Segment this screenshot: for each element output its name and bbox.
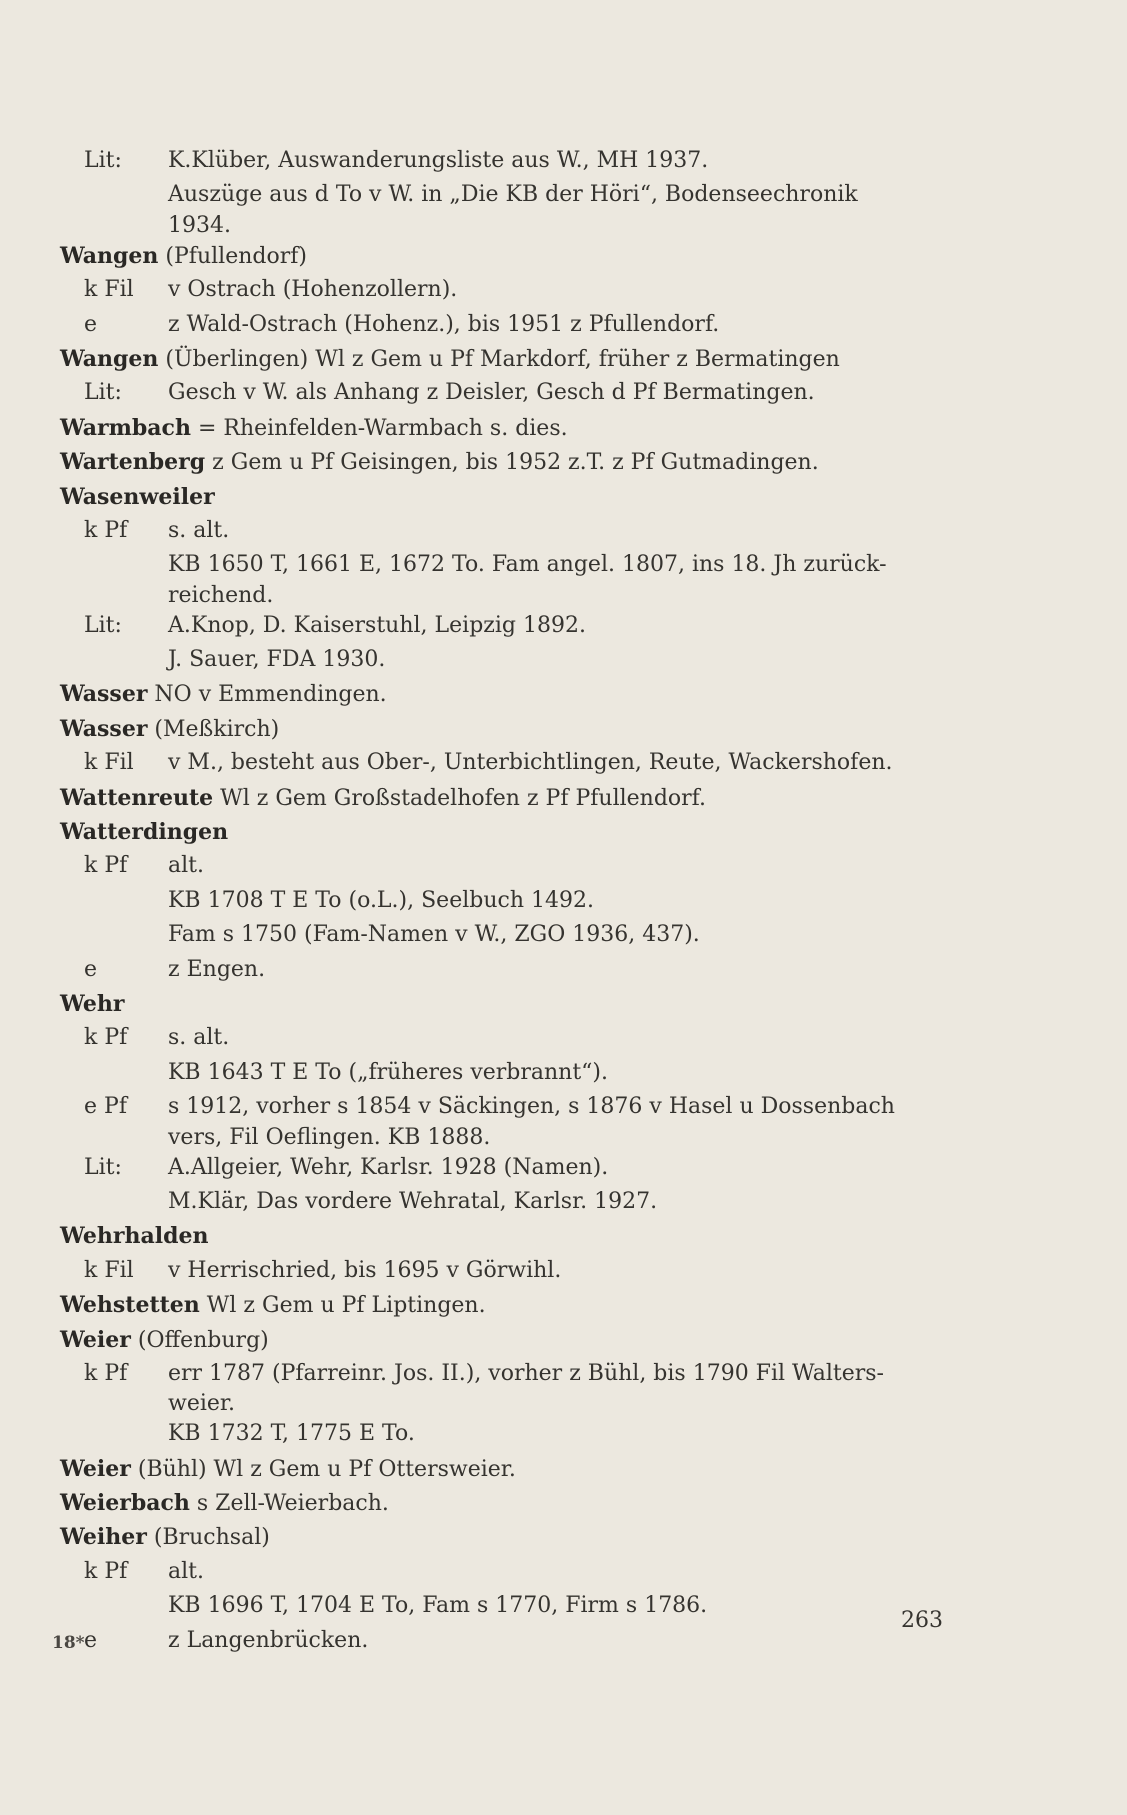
entry-text: 1934. (168, 212, 231, 238)
entry-text: KB 1643 T E To („früheres verbrannt“). (168, 1059, 608, 1085)
entry-text: v Herrischried, bis 1695 v Görwihl. (168, 1257, 562, 1283)
entry-text: KB 1696 T, 1704 E To, Fam s 1770, Firm s 1786. (168, 1593, 708, 1619)
entry-label: Lit: (84, 380, 122, 406)
entry-label: k Pf (84, 1360, 128, 1386)
entry-text: (Offenburg) (137, 1327, 269, 1353)
entry-text: s. alt. (168, 517, 230, 543)
entry-heading-line (60, 1452, 1070, 1486)
entry-text: alt. (168, 853, 204, 879)
entry-text: KB 1732 T, 1775 E To. (168, 1421, 415, 1447)
entry-label: e (84, 1627, 98, 1653)
place-name: Wasenweiler (60, 483, 215, 510)
entry-text: z Langenbrücken. (168, 1627, 369, 1653)
entry-heading-line (60, 1288, 1070, 1322)
entry-label: e (84, 956, 98, 982)
entry-label: k Pf (84, 1025, 128, 1051)
place-name: Wehrhalden (60, 1223, 209, 1250)
entry-heading-line (60, 342, 1070, 376)
entry-continuation-line (60, 918, 1070, 952)
entry-labeled-line (60, 273, 1070, 307)
place-name: Weier (60, 1326, 131, 1353)
entry-labeled-line (60, 1357, 1070, 1391)
place-name: Wehstetten (60, 1292, 200, 1319)
entry-continuation-line (60, 1056, 1070, 1090)
entry-continuation-line (60, 213, 1070, 239)
entry-text: Fam s 1750 (Fam-Namen v W., ZGO 1936, 437). (168, 922, 700, 948)
entry-labeled-line (60, 1254, 1070, 1288)
entry-label: k Fil (84, 277, 134, 303)
entry-text: alt. (168, 1558, 204, 1584)
entry-text: Wl z Gem Großstadelhofen z Pf Pfullendorf. (220, 785, 707, 811)
entry-label: e (84, 311, 98, 337)
entry-heading-line (60, 411, 1070, 445)
entry-heading-line (60, 1486, 1070, 1520)
entry-label: k Pf (84, 1558, 128, 1584)
entry-text: s Zell-Weierbach. (196, 1491, 389, 1517)
place-name: Wehr (60, 990, 125, 1017)
entry-label: k Pf (84, 517, 128, 543)
entry-text: A.Allgeier, Wehr, Karlsr. 1928 (Namen). (168, 1154, 609, 1180)
entry-labeled-line (60, 953, 1070, 987)
place-name: Wangen (60, 345, 159, 372)
entry-heading-line (60, 1219, 1070, 1253)
entry-label: Lit: (84, 148, 122, 173)
entry-labeled-line (60, 144, 1070, 178)
entry-heading-line (60, 480, 1070, 514)
entry-continuation-line (60, 1185, 1070, 1219)
entry-text: Gesch v W. als Anhang z Deisler, Gesch d Pf Bermatingen. (168, 380, 815, 406)
entry-text: (Bruchsal) (153, 1525, 270, 1551)
entry-heading-line (60, 712, 1070, 746)
entry-heading-line (60, 445, 1070, 479)
entry-text: v Ostrach (Hohenzollern). (168, 277, 458, 303)
entry-continuation-line (60, 178, 1070, 212)
entry-label: Lit: (84, 1154, 122, 1180)
entry-text: = Rheinfelden-Warmbach s. dies. (197, 415, 568, 441)
entry-heading-line (60, 677, 1070, 711)
entry-text: (Pfullendorf) (165, 243, 307, 269)
entry-continuation-line (60, 1417, 1070, 1451)
entry-text: z Gem u Pf Geisingen, bis 1952 z.T. z Pf Gutmadingen. (212, 450, 819, 476)
entry-text: A.Knop, D. Kaiserstuhl, Leipzig 1892. (168, 612, 586, 638)
entry-continuation-line (60, 583, 1070, 609)
entry-text: Wl z Gem u Pf Liptingen. (206, 1293, 486, 1319)
entry-text: K.Klüber, Auswanderungsliste aus W., MH 1937. (168, 148, 709, 173)
place-name: Weiher (60, 1524, 147, 1551)
entry-continuation-line (60, 1391, 1070, 1417)
sheet-signature: 18* (52, 1633, 85, 1653)
place-name: Warmbach (60, 414, 191, 441)
entry-labeled-line (60, 376, 1070, 410)
entry-text: (Überlingen) Wl z Gem u Pf Markdorf, früher z Bermatingen (165, 346, 840, 372)
place-name: Wasser (60, 681, 148, 708)
entry-text: v M., besteht aus Ober-, Unterbichtlingen, Reute, Wackershofen. (168, 750, 893, 776)
entry-text: (Bühl) Wl z Gem u Pf Ottersweier. (137, 1456, 516, 1482)
entry-text: z Wald-Ostrach (Hohenz.), bis 1951 z Pfullendorf. (168, 311, 720, 337)
page-number: 263 (901, 1608, 943, 1633)
place-name: Weier (60, 1455, 131, 1482)
entry-text: (Meßkirch) (154, 716, 280, 742)
entry-labeled-line (60, 609, 1070, 643)
entry-continuation-line (60, 1125, 1070, 1151)
entry-heading-line (60, 239, 1070, 273)
entry-text: weier. (168, 1391, 235, 1417)
entry-heading-line (60, 1323, 1070, 1357)
entry-continuation-line (60, 643, 1070, 677)
entry-labeled-line (60, 514, 1070, 548)
place-name: Weierbach (60, 1490, 190, 1517)
place-name: Wattenreute (60, 784, 214, 811)
entry-labeled-line (60, 1555, 1070, 1589)
place-name: Wartenberg (60, 449, 206, 476)
entry-label: k Pf (84, 853, 128, 879)
entry-text: vers, Fil Oeflingen. KB 1888. (168, 1124, 491, 1150)
entry-labeled-line (60, 849, 1070, 883)
entry-labeled-line (60, 1090, 1070, 1124)
entry-text: KB 1650 T, 1661 E, 1672 To. Fam angel. 1807, ins 18. Jh zurück- (168, 552, 887, 578)
entry-continuation-line (60, 884, 1070, 918)
entry-label: k Fil (84, 750, 134, 776)
entry-text: s. alt. (168, 1025, 230, 1051)
entry-labeled-line (60, 746, 1070, 780)
entry-labeled-line (60, 308, 1070, 342)
entry-labeled-line (60, 1151, 1070, 1185)
entry-list (60, 144, 1070, 1658)
entry-labeled-line (60, 1021, 1070, 1055)
entry-text: z Engen. (168, 956, 266, 982)
entry-text: J. Sauer, FDA 1930. (168, 647, 386, 673)
entry-heading-line (60, 1520, 1070, 1554)
entry-text: reichend. (168, 582, 274, 608)
entry-heading-line (60, 781, 1070, 815)
entry-text: M.Klär, Das vordere Wehratal, Karlsr. 1927. (168, 1188, 658, 1214)
entry-label: k Fil (84, 1257, 134, 1283)
entry-heading-line (60, 815, 1070, 849)
place-name: Wasser (60, 715, 148, 742)
entry-heading-line (60, 987, 1070, 1021)
entry-text: KB 1708 T E To (o.L.), Seelbuch 1492. (168, 887, 594, 913)
entry-label: e Pf (84, 1094, 127, 1120)
entry-text: err 1787 (Pfarreinr. Jos. II.), vorher z Bühl, bis 1790 Fil Walters- (168, 1360, 884, 1386)
place-name: Watterdingen (60, 819, 229, 846)
entry-continuation-line (60, 548, 1070, 582)
entry-text: s 1912, vorher s 1854 v Säckingen, s 1876 v Hasel u Dossenbach (168, 1094, 895, 1120)
place-name: Wangen (60, 242, 159, 269)
entry-text: NO v Emmendingen. (154, 682, 387, 708)
entry-text: Auszüge aus d To v W. in „Die KB der Höri“, Bodenseechronik (168, 182, 858, 208)
entry-label: Lit: (84, 612, 122, 638)
